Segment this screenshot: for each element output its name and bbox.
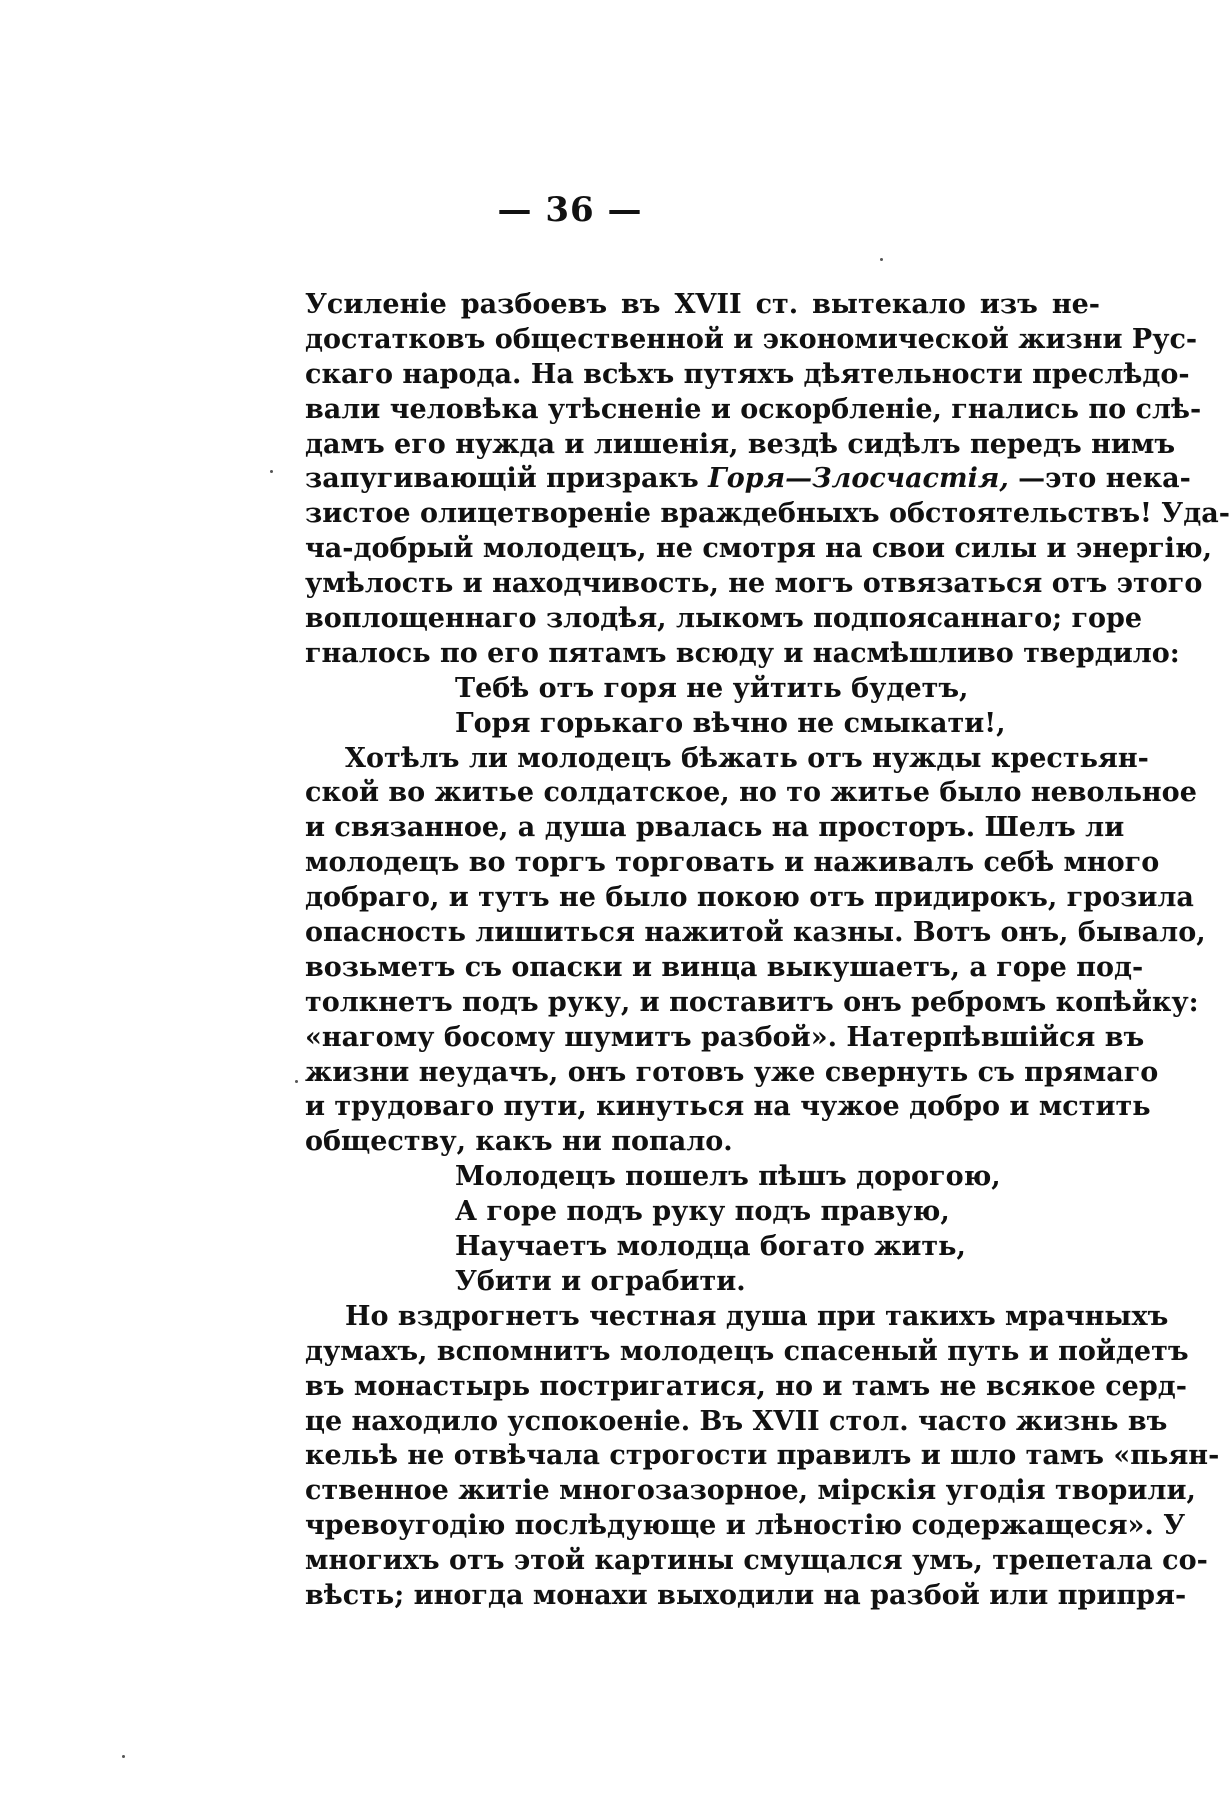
scan-speck — [295, 1080, 298, 1083]
text-line: ча-добрый молодецъ, не смотря на свои силы и энергію, — [305, 533, 1213, 565]
paragraph-1 — [305, 288, 1230, 672]
text-line: многихъ отъ этой картины смущался умъ, трепетала со- — [305, 1545, 1208, 1577]
text-line: скаго народа. На всѣхъ путяхъ дѣятельности преслѣдо- — [305, 358, 1190, 390]
verse-line: А горе подъ руку подъ правую, — [455, 1196, 950, 1228]
text-line: жизни неудачъ, онъ готовъ уже свернуть съ прямаго — [305, 1056, 1159, 1088]
text-fragment: запугивающій призракъ — [305, 463, 709, 495]
text-line: добраго, и тутъ не было покою отъ придирокъ, грозила — [305, 882, 1194, 914]
text-line: зистое олицетвореніе враждебныхъ обстоятельствъ! Уда- — [305, 498, 1230, 530]
verse-line: Научаетъ молодца богато жить, — [455, 1231, 966, 1263]
text-line: толкнетъ подъ руку, и поставитъ онъ ребромъ копѣйку: — [305, 986, 1199, 1018]
verse-2 — [305, 1160, 1100, 1300]
text-line: и трудоваго пути, кинуться на чужое добро и мстить — [305, 1091, 1151, 1123]
verse-line: Молодецъ пошелъ пѣшъ дорогою, — [455, 1161, 1001, 1193]
emphasized-phrase: Горя—Злосчастія, — [708, 463, 1009, 495]
text-line: гналось по его пятамъ всюду и насмѣшливо твердило: — [305, 637, 1180, 669]
text-line: воплощеннаго злодѣя, лыкомъ подпоясаннаго; горе — [305, 603, 1143, 635]
text-line: молодецъ во торгъ торговать и наживалъ себѣ много — [305, 847, 1160, 879]
scan-speck — [880, 258, 883, 261]
text-line: вали человѣка утѣсненіе и оскорбленіе, гнались по слѣ- — [305, 393, 1202, 425]
text-line: и связанное, а душа рвалась на просторъ. Шелъ ли — [305, 812, 1125, 844]
scan-speck — [270, 470, 273, 473]
page-number: — 36 — — [497, 190, 643, 230]
paragraph-2 — [305, 742, 1206, 1161]
text-line: умѣлость и находчивость, не могъ отвязаться отъ этого — [305, 568, 1203, 600]
text-line: въ монастырь постригатися, но и тамъ не всякое серд- — [305, 1370, 1187, 1402]
scan-speck — [122, 1755, 125, 1758]
page-body — [305, 288, 1230, 1614]
verse-1 — [305, 672, 1100, 742]
text-line: Но вздрогнетъ честная душа при такихъ мрачныхъ — [345, 1300, 1169, 1332]
text-line: опасность лишиться нажитой казны. Вотъ онъ, бывало, — [305, 917, 1206, 949]
text-line: вѣсть; иногда монахи выходили на разбой или припря- — [305, 1579, 1187, 1611]
text-line: це находило успокоеніе. Въ XVII стол. часто жизнь въ — [305, 1405, 1168, 1437]
text-line: ственное житіе многозазорное, мірскія угодія творили, — [305, 1475, 1196, 1507]
text-line: кельѣ не отвѣчала строгости правилъ и шло тамъ «пьян- — [305, 1440, 1220, 1472]
text-fragment: —это нека- — [1008, 463, 1191, 495]
text-line: думахъ, вспомнитъ молодецъ спасеный путь и пойдетъ — [305, 1335, 1189, 1367]
text-line: Усиленіе разбоевъ въ XVII ст. вытекало изъ не- — [305, 289, 1100, 320]
text-line: Хотѣлъ ли молодецъ бѣжать отъ нужды крестьян- — [345, 742, 1149, 774]
paragraph-3 — [305, 1300, 1220, 1614]
text-line: достатковъ общественной и экономической жизни Рус- — [305, 323, 1198, 355]
verse-line: Тебѣ отъ горя не уйтить будетъ, — [455, 672, 969, 704]
verse-line: Горя горькаго вѣчно не смыкати!, — [455, 707, 1006, 739]
text-line: возьметъ съ опаски и винца выкушаетъ, а горе под- — [305, 951, 1144, 983]
text-line: ской во житье солдатское, но то житье было невольное — [305, 777, 1197, 809]
text-line-with-emphasis — [305, 462, 1191, 497]
text-line: чревоугодію послѣдующе и лѣностію содержащеся». У — [305, 1510, 1186, 1542]
verse-line: Убити и ограбити. — [455, 1265, 746, 1297]
text-line: обществу, какъ ни попало. — [305, 1126, 733, 1158]
text-line: «нагому босому шумитъ разбой». Натерпѣвшійся въ — [305, 1021, 1145, 1053]
text-line: дамъ его нужда и лишенія, вездѣ сидѣлъ передъ нимъ — [305, 428, 1176, 460]
